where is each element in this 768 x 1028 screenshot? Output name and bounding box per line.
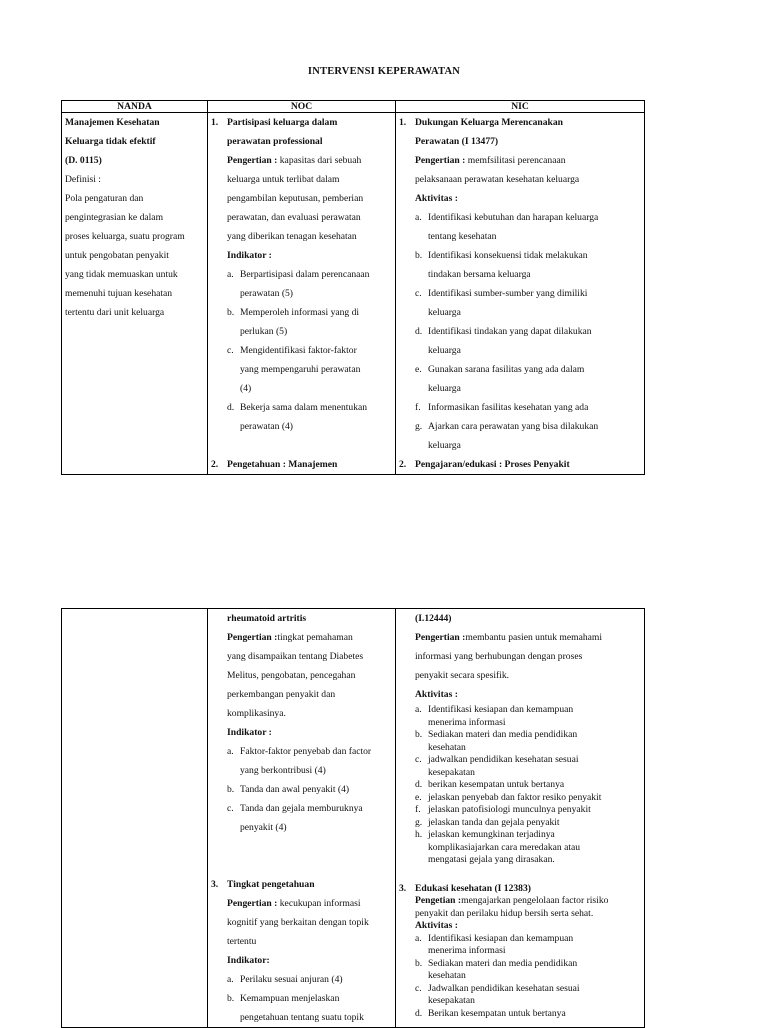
text-line: memfsilitasi perencanaan [465, 155, 566, 166]
text-line: yang diberikan tenagan kesehatan [227, 231, 357, 242]
text-line: Identifikasi tindakan yang dapat dilakukan [428, 326, 592, 337]
nic-cell [396, 113, 645, 475]
noc-cell [208, 609, 396, 1028]
list-item [227, 742, 392, 780]
list-item-text [428, 360, 641, 398]
text-line: Identifikasi sumber-sumber yang dimiliki [428, 288, 588, 299]
list-item-letter: d. [415, 1007, 423, 1019]
noc-section-3 [211, 875, 392, 894]
diagnosis-code: (D. 0115) [65, 155, 102, 166]
list-item [415, 958, 641, 983]
text-line: berikan kesempatan untuk bertanya [428, 779, 565, 790]
list-item [227, 780, 392, 799]
list-item-letter: a. [227, 269, 234, 280]
list-item-text [240, 742, 392, 780]
list-item-text [428, 829, 641, 867]
section-title: Pengajaran/edukasi : Proses Penyakit [415, 459, 570, 470]
intervention-table-2 [61, 608, 645, 1028]
definition-text [227, 155, 392, 246]
list-item [415, 398, 641, 417]
list-item-text [240, 989, 392, 1027]
list-item-letter: a. [227, 746, 234, 757]
list-item-letter: g. [415, 421, 423, 432]
list-item-letter: a. [415, 704, 422, 715]
text-line: mengatasi gejala yang dirasakan. [428, 854, 555, 865]
activity-list [399, 704, 641, 867]
nic-definition [399, 628, 641, 685]
list-item-letter: e. [415, 791, 422, 803]
definition-label: Pengertian : [415, 632, 466, 643]
text-line: keluarga untuk terlibat dalam [227, 174, 340, 185]
text-line: Berikan kesempatan untuk bertanya [428, 1007, 566, 1019]
text-line: pengetahuan tentang suatu topik [240, 1012, 364, 1023]
list-item [415, 284, 641, 322]
text-line: perkembangan penyakit dan [227, 689, 336, 700]
section-number: 1. [211, 117, 219, 128]
definition-text [227, 632, 392, 723]
list-item-letter: c. [415, 982, 422, 994]
list-item-text [240, 265, 392, 303]
list-item-letter: d. [415, 779, 423, 790]
list-item-letter: h. [415, 829, 423, 840]
text-line: perawatan, dan evaluasi perawatan [227, 212, 361, 223]
list-item-letter: b. [227, 784, 235, 795]
text-line: Gunakan sarana fasilitas yang ada dalam [428, 364, 585, 375]
list-item-text [428, 804, 641, 817]
list-item-text [428, 208, 641, 246]
text-line: yang tidak memuaskan untuk [65, 269, 178, 280]
list-item-text [240, 780, 392, 799]
text-line: keluarga [428, 440, 461, 451]
nic-definition [399, 151, 641, 189]
text-line: keluarga [428, 383, 461, 394]
header-nic: NIC [396, 101, 645, 113]
list-item-text [428, 754, 641, 779]
list-item-letter: c. [415, 288, 422, 299]
list-item [415, 246, 641, 284]
list-item [227, 799, 392, 837]
list-item-text [240, 341, 392, 398]
list-item-text [428, 284, 641, 322]
text-line: komplikasiajarkan cara meredakan atau [428, 841, 581, 853]
text-line: kecukupan informasi [277, 898, 361, 909]
header-noc: NOC [208, 101, 396, 113]
list-item-text [428, 958, 641, 983]
section-number: 3. [211, 879, 219, 890]
activity-list [399, 208, 641, 455]
list-item [415, 792, 641, 805]
activity-label: Aktivitas : [415, 920, 458, 931]
text-line: Identifikasi konsekuensi tidak melakukan [428, 250, 588, 261]
list-item-text [428, 246, 641, 284]
text-line: Mengidentifikasi faktor-faktor [240, 345, 357, 356]
list-item [227, 265, 392, 303]
text-line: tertentu dari unit keluarga [65, 307, 165, 318]
text-line: Bekerja sama dalam menentukan [240, 402, 368, 413]
list-item-letter: b. [415, 250, 423, 261]
list-item [227, 398, 392, 436]
text-line: Berpartisipasi dalam perencanaan [240, 269, 370, 280]
nic-section-3 [399, 883, 641, 896]
list-item [415, 360, 641, 398]
activity-label: Aktivitas : [415, 689, 458, 700]
list-item-letter: b. [415, 957, 423, 969]
section-number: 3. [399, 882, 407, 894]
list-item [227, 341, 392, 398]
text-line: yang disampaikan tentang Diabetes [227, 651, 364, 662]
text-line: Ajarkan cara perawatan yang bisa dilakukan [428, 421, 599, 432]
page-title: INTERVENSI KEPERAWATAN [307, 66, 461, 77]
list-item-text [428, 792, 641, 805]
noc-cell [208, 113, 396, 475]
indicator-label: Indikator : [227, 250, 272, 261]
list-item-letter: d. [415, 326, 423, 337]
list-item [415, 208, 641, 246]
text-line: menerima informasi [428, 945, 506, 956]
text-line: kesehatan [428, 741, 466, 753]
list-item-text [428, 417, 641, 455]
list-item-letter: d. [227, 402, 235, 413]
section-title [227, 113, 392, 151]
definition-label: Pengertian : [227, 155, 278, 166]
list-item-letter: a. [415, 212, 422, 223]
text-line: Sediakan materi dan media pendidikan [428, 729, 578, 740]
section-title: (I.12444) [415, 613, 452, 624]
text-line: kesehatan [428, 970, 466, 981]
section-number: 2. [211, 459, 219, 470]
list-item-text [428, 933, 641, 958]
text-line: Memperoleh informasi yang di [240, 307, 360, 318]
noc-section-2 [211, 455, 392, 474]
diagnosis-title: Manajemen Kesehatan [65, 117, 160, 128]
list-item-text [240, 799, 392, 837]
table-header-row [62, 101, 645, 113]
text-line: jelaskan penyebab dan faktor resiko penyakit [428, 791, 602, 803]
list-item-text [428, 704, 641, 729]
text-line: perawatan (4) [240, 421, 293, 432]
text-line: (4) [240, 383, 252, 394]
indicator-list [211, 970, 392, 1027]
list-item-letter: g. [415, 816, 423, 828]
definition-text [65, 189, 204, 322]
text-line: perlukan (5) [240, 326, 288, 337]
activity-label: Aktivitas : [415, 193, 458, 204]
activity-list [399, 933, 641, 1021]
text-line: mengajarkan pengelolaan factor risiko [461, 895, 609, 906]
text-line: tindakan bersama keluarga [428, 269, 531, 280]
section-number: 2. [399, 459, 407, 470]
list-item-letter: a. [227, 974, 234, 985]
text-line: jelaskan kemungkinan terjadinya [428, 829, 555, 840]
nanda-cell-empty [62, 609, 208, 1028]
text-line: Perawatan (I 13477) [415, 136, 499, 147]
list-item-letter: c. [227, 345, 234, 356]
text-line: Informasikan fasilitas kesehatan yang ada [428, 402, 589, 413]
section-title: Edukasi kesehatan (I 12383) [415, 882, 531, 894]
list-item [415, 704, 641, 729]
indicator-label: Indikator : [227, 727, 272, 738]
table-row [62, 609, 645, 1028]
list-item-text [240, 303, 392, 341]
list-item-letter: f. [415, 804, 421, 815]
definition-label: Pengetian : [415, 895, 462, 906]
list-item-text [428, 779, 641, 792]
text-line: Identifikasi kesiapan dan kemampuan [428, 704, 574, 715]
list-item-letter: a. [415, 932, 422, 944]
text-line: Sediakan materi dan media pendidikan [428, 957, 578, 969]
text-line: Jadwalkan pendidikan kesehatan sesuai [428, 982, 580, 994]
definition-label: Pengertian : [227, 898, 278, 909]
list-item-letter: e. [415, 364, 422, 375]
text-line: keluarga [428, 307, 461, 318]
text-line: tentang kesehatan [428, 231, 497, 242]
list-item-text [428, 1008, 641, 1021]
text-line: Kemampuan menjelaskan [240, 993, 340, 1004]
text-line: penyakit dan perilaku hidup bersih serta sehat. [415, 907, 594, 919]
text-line: Partisipasi keluarga dalam [227, 117, 338, 128]
list-item [415, 804, 641, 817]
text-line: perawatan professional [227, 136, 323, 147]
list-item [415, 1008, 641, 1021]
table-row [62, 113, 645, 475]
list-item [415, 983, 641, 1008]
indicator-label: Indikator: [227, 955, 270, 966]
text-line: Tanda dan awal penyakit (4) [240, 784, 350, 795]
list-item [227, 970, 392, 989]
list-item-text [428, 983, 641, 1008]
list-item [415, 417, 641, 455]
text-line: proses keluarga, suatu program [65, 231, 185, 242]
list-item [415, 933, 641, 958]
diagnosis-title: Keluarga tidak efektif [65, 136, 156, 147]
text-line: Faktor-faktor penyebab dan factor [240, 746, 372, 757]
definition-label: Pengertian : [227, 632, 278, 643]
text-line: Identifikasi kesiapan dan kemampuan [428, 932, 574, 944]
intervention-table-1 [61, 100, 645, 475]
text-line: jadwalkan pendidikan kesehatan sesuai [428, 754, 579, 765]
text-line: menerima informasi [428, 716, 506, 728]
section-title: Tingkat pengetahuan [227, 879, 315, 890]
section-title: rheumatoid artritis [227, 613, 307, 624]
list-item-text [428, 398, 641, 417]
list-item-text [428, 817, 641, 830]
text-line: Identifikasi kebutuhan dan harapan keluarga [428, 212, 599, 223]
noc-definition [211, 151, 392, 246]
text-line: tingkat pemahaman [277, 632, 353, 643]
text-line: jelaskan tanda dan gejala penyakit [428, 816, 560, 828]
text-line: kapasitas dari sebuah [277, 155, 362, 166]
list-item-text [428, 322, 641, 360]
list-item-letter: c. [227, 803, 234, 814]
list-item [415, 322, 641, 360]
list-item-letter: b. [227, 307, 235, 318]
definition-label: Pengertian : [415, 155, 466, 166]
text-line: pelaksanaan perawatan kesehatan keluarga [415, 174, 580, 185]
text-line: Tanda dan gejala memburuknya [240, 803, 363, 814]
text-line: perawatan (5) [240, 288, 293, 299]
nic-cell [396, 609, 645, 1028]
text-line: keluarga [428, 345, 461, 356]
text-line: penyakit secara spesifik. [415, 670, 510, 681]
text-line: pengambilan keputusan, pemberian [227, 193, 364, 204]
list-item [415, 729, 641, 754]
list-item-text [240, 398, 392, 436]
list-item [415, 817, 641, 830]
text-line: jelaskan patofisiologi munculnya penyakit [428, 804, 591, 815]
definition-label: Definisi : [65, 174, 101, 185]
indicator-list [211, 265, 392, 436]
list-item [415, 779, 641, 792]
nanda-cell [62, 113, 208, 475]
section-title [415, 113, 641, 151]
list-item-text [428, 729, 641, 754]
nic-definition [399, 895, 641, 920]
section-number: 1. [399, 117, 407, 128]
list-item [227, 989, 392, 1027]
nic-section-2 [399, 455, 641, 474]
text-line: kesepakatan [428, 995, 475, 1006]
text-line: yang mempengaruhi perawatan [240, 364, 361, 375]
list-item [415, 829, 641, 867]
text-line: penyakit (4) [240, 822, 287, 833]
indicator-list [211, 742, 392, 837]
text-line: membantu pasien untuk memahami [465, 632, 603, 643]
text-line: Pola pengaturan dan [65, 193, 144, 204]
text-line: yang berkontribusi (4) [240, 765, 326, 776]
list-item-letter: f. [415, 402, 421, 413]
text-line: Dukungan Keluarga Merencanakan [415, 117, 564, 128]
list-item-letter: c. [415, 754, 422, 765]
nic-section-1 [399, 113, 641, 151]
text-line: memenuhi tujuan kesehatan [65, 288, 173, 299]
text-line: informasi yang berhubungan dengan proses [415, 651, 583, 662]
text-line: tertentu [227, 936, 257, 947]
list-item [415, 754, 641, 779]
text-line: Melitus, pengobatan, pencegahan [227, 670, 356, 681]
list-item-letter: b. [227, 993, 235, 1004]
text-line: pengintegrasian ke dalam [65, 212, 164, 223]
noc-definition [211, 628, 392, 723]
noc-definition [211, 894, 392, 951]
header-nanda: NANDA [62, 101, 208, 113]
text-line: untuk pengobatan penyakit [65, 250, 169, 261]
list-item-letter: b. [415, 729, 423, 740]
noc-section-1 [211, 113, 392, 151]
text-line: komplikasinya. [227, 708, 286, 719]
text-line: Perilaku sesuai anjuran (4) [240, 974, 343, 985]
text-line: kesepakatan [428, 766, 475, 778]
list-item-text [240, 970, 392, 989]
list-item [227, 303, 392, 341]
section-title: Pengetahuan : Manajemen [227, 459, 338, 470]
text-line: kognitif yang berkaitan dengan topik [227, 917, 369, 928]
